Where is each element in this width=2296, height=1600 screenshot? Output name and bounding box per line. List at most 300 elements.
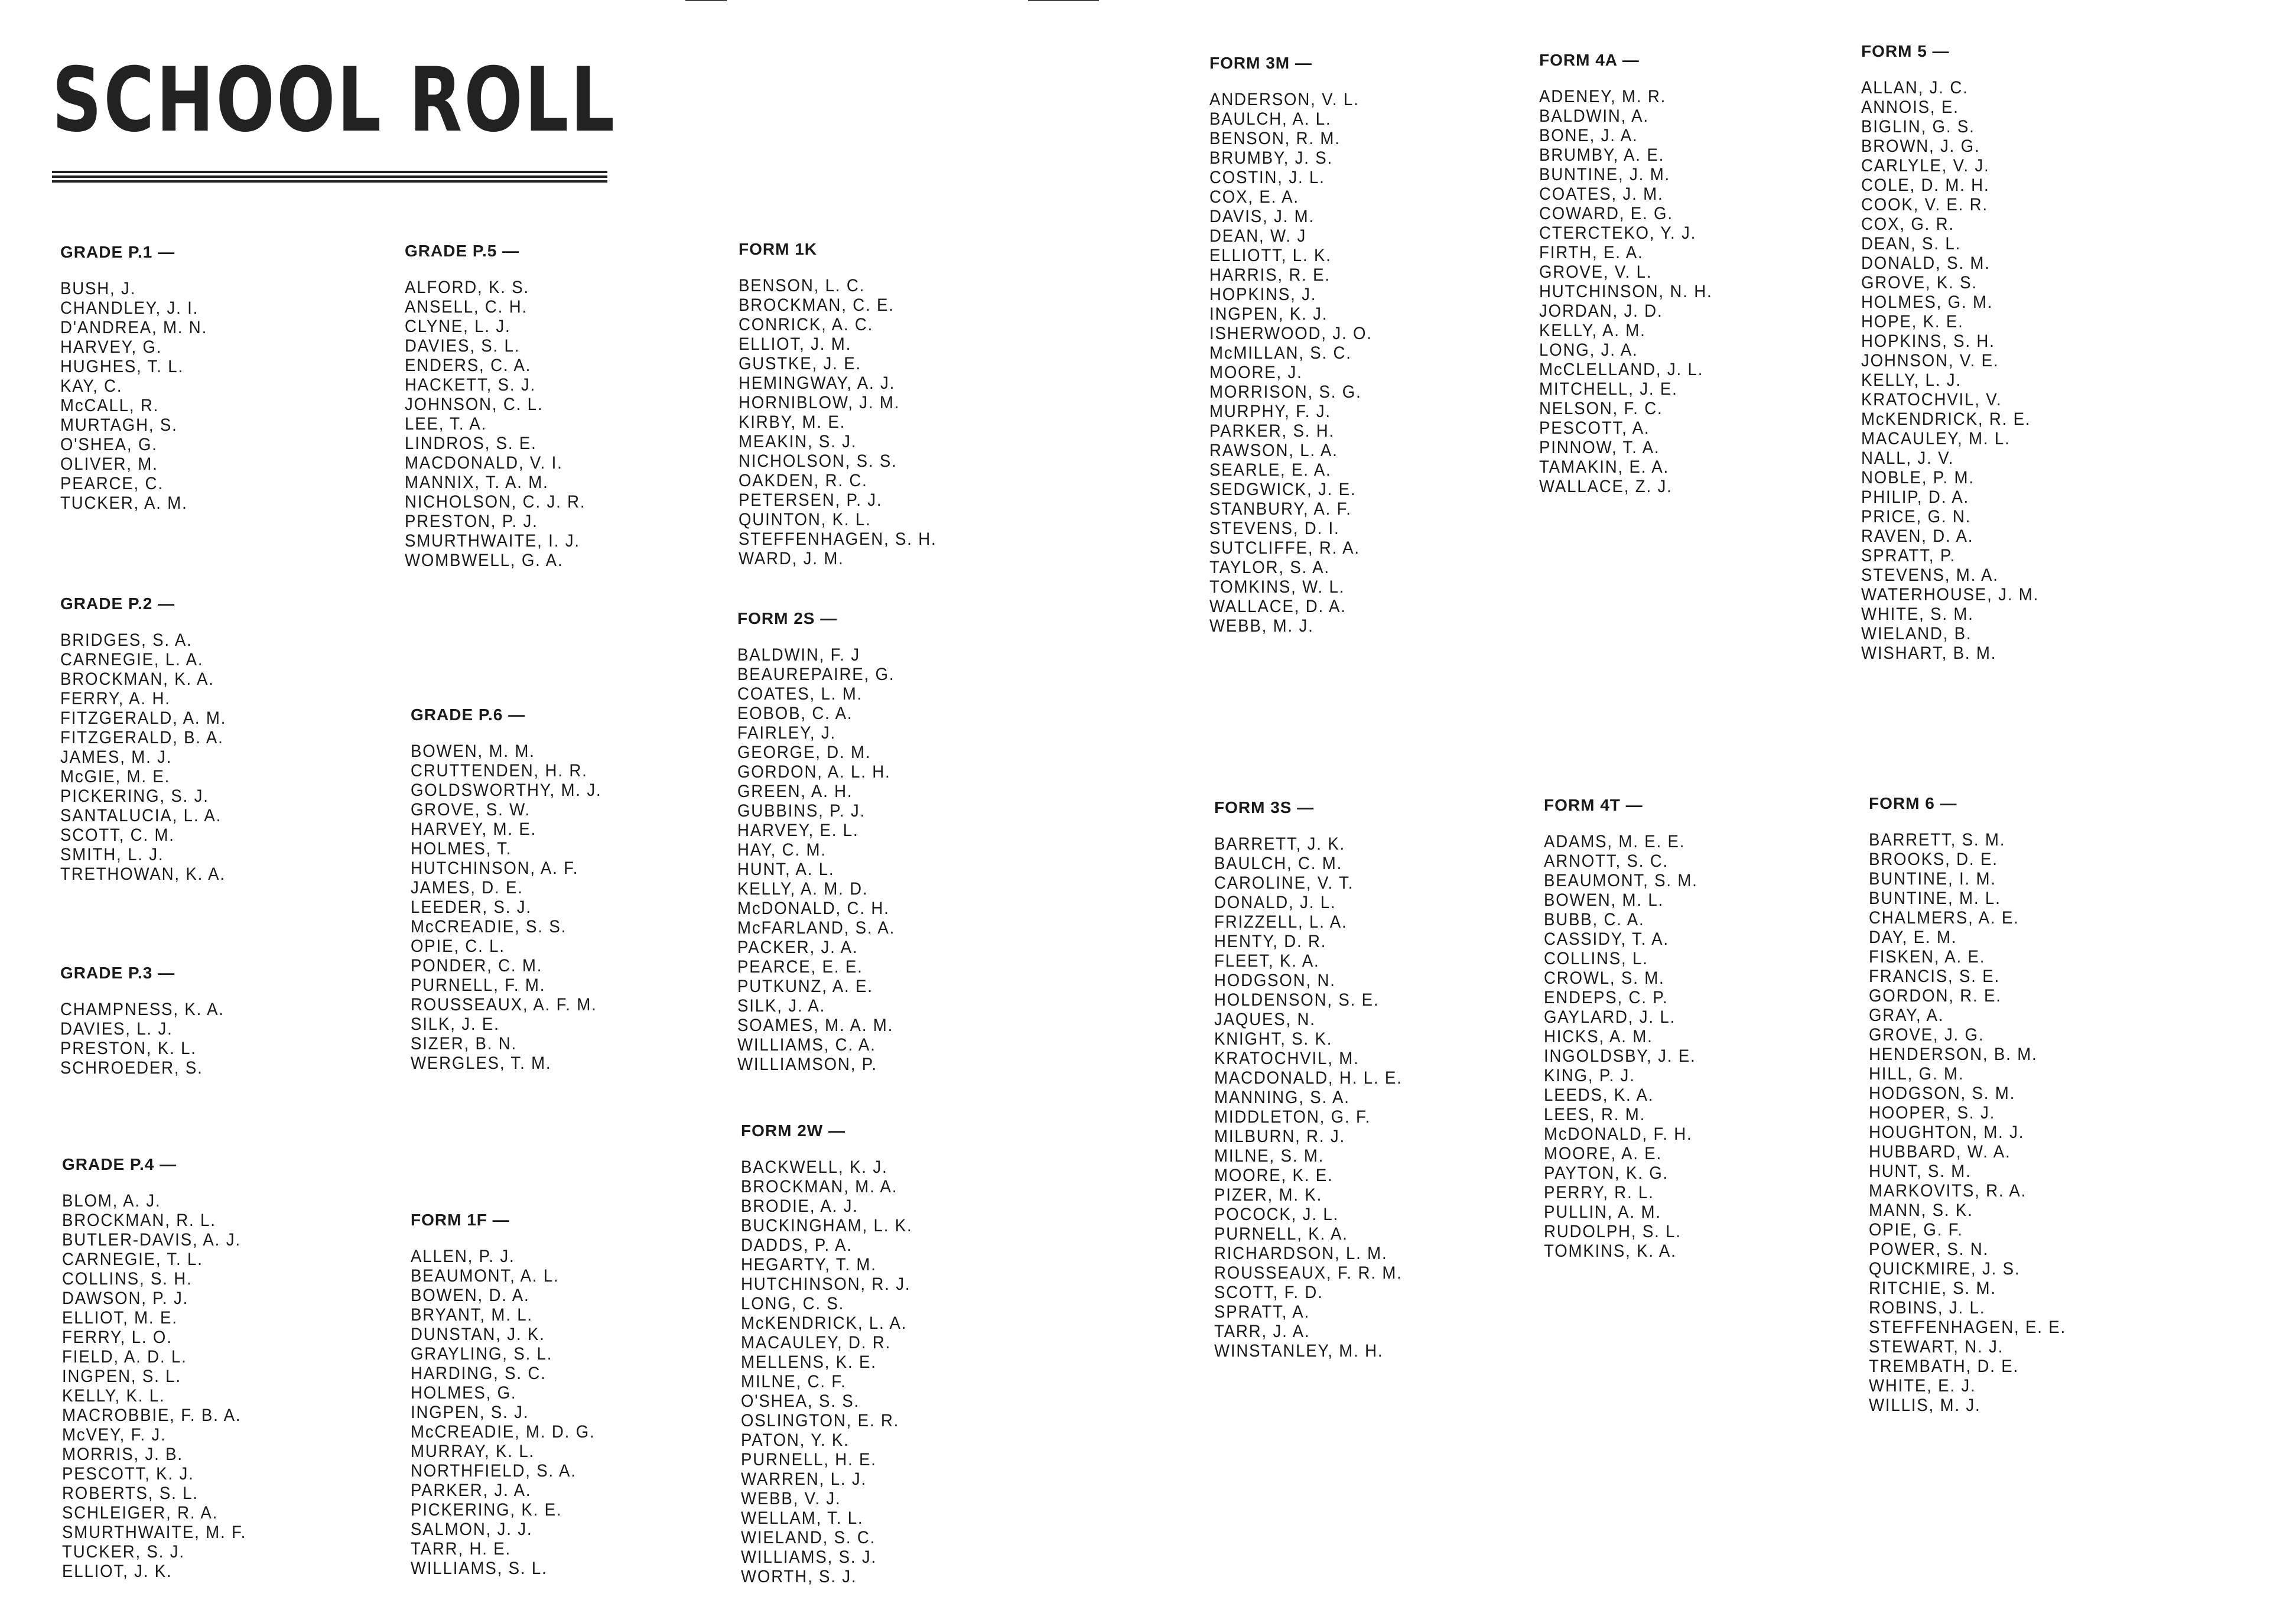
student-name: HUNT, A. L. bbox=[737, 860, 835, 879]
student-name: ANDERSON, V. L. bbox=[1209, 90, 1360, 109]
student-name: FERRY, A. H. bbox=[60, 689, 171, 708]
name-list bbox=[1539, 87, 1858, 496]
student-name: MIDDLETON, G. F. bbox=[1214, 1107, 1371, 1127]
student-name: SILK, J. A. bbox=[737, 996, 826, 1016]
student-name: LONG, C. S. bbox=[741, 1294, 845, 1313]
student-name: KELLY, L. J. bbox=[1861, 370, 1962, 390]
student-name: ENDEPS, C. P. bbox=[1544, 988, 1669, 1007]
student-name: FISKEN, A. E. bbox=[1869, 947, 1986, 967]
student-name: CASSIDY, T. A. bbox=[1544, 929, 1669, 949]
title-rule bbox=[52, 180, 607, 183]
student-name: McCREADIE, M. D. G. bbox=[411, 1422, 596, 1442]
student-name: McCALL, R. bbox=[60, 396, 160, 415]
student-name: HOLDENSON, S. E. bbox=[1214, 990, 1380, 1010]
student-name: CARNEGIE, T. L. bbox=[62, 1250, 203, 1269]
title-rule bbox=[52, 175, 607, 178]
student-name: ALLEN, P. J. bbox=[411, 1247, 515, 1266]
student-name: WOMBWELL, G. A. bbox=[405, 551, 564, 570]
student-name: HENTY, D. R. bbox=[1214, 932, 1327, 951]
student-name: WINSTANLEY, M. H. bbox=[1214, 1341, 1384, 1361]
section-title: GRADE P.2 — bbox=[60, 594, 175, 613]
section-title: GRADE P.4 — bbox=[62, 1155, 177, 1173]
student-name: INGPEN, S. L. bbox=[62, 1367, 181, 1386]
student-name: KELLY, A. M. bbox=[1539, 321, 1646, 340]
student-name: BRIDGES, S. A. bbox=[60, 630, 193, 650]
student-name: HILL, G. M. bbox=[1869, 1064, 1965, 1084]
student-name: KING, P. J. bbox=[1544, 1066, 1635, 1085]
student-name: BONE, J. A. bbox=[1539, 126, 1638, 145]
student-name: RAWSON, L. A. bbox=[1209, 441, 1338, 460]
student-name: ARNOTT, S. C. bbox=[1544, 851, 1669, 871]
student-name: HOLMES, T. bbox=[411, 839, 512, 858]
student-name: BUCKINGHAM, L. K. bbox=[741, 1216, 913, 1235]
section-title: GRADE P.6 — bbox=[411, 705, 526, 724]
student-name: SEARLE, E. A. bbox=[1209, 460, 1332, 480]
student-name: HUBBARD, W. A. bbox=[1869, 1142, 2011, 1162]
student-name: SIZER, B. N. bbox=[411, 1034, 518, 1053]
student-name: BAULCH, A. L. bbox=[1209, 109, 1332, 129]
student-name: TOMKINS, K. A. bbox=[1544, 1241, 1677, 1261]
student-name: WILLIAMS, S. J. bbox=[741, 1547, 877, 1567]
student-name: D'ANDREA, M. N. bbox=[60, 318, 208, 337]
student-name: DONALD, J. L. bbox=[1214, 893, 1336, 912]
student-name: BROCKMAN, M. A. bbox=[741, 1177, 898, 1196]
student-name: ROBERTS, S. L. bbox=[62, 1484, 199, 1503]
student-name: BEAUREPAIRE, G. bbox=[737, 665, 895, 684]
student-name: OPIE, C. L. bbox=[411, 936, 505, 956]
student-name: BLOM, A. J. bbox=[62, 1191, 161, 1211]
student-name: CONRICK, A. C. bbox=[739, 315, 874, 334]
section-form-5 bbox=[1861, 41, 2180, 663]
student-name: BUNTINE, J. M. bbox=[1539, 165, 1671, 184]
student-name: BUTLER-DAVIS, A. J. bbox=[62, 1230, 241, 1250]
student-name: GORDON, R. E. bbox=[1869, 986, 2002, 1006]
student-name: MOORE, A. E. bbox=[1544, 1144, 1662, 1163]
student-name: HODGSON, N. bbox=[1214, 971, 1336, 990]
student-name: MORRIS, J. B. bbox=[62, 1445, 183, 1464]
section-form-2w bbox=[741, 1121, 1060, 1586]
section-title: FORM 4T — bbox=[1544, 796, 1643, 814]
student-name: WIELAND, S. C. bbox=[741, 1528, 876, 1547]
student-name: SPRATT, P. bbox=[1861, 546, 1956, 565]
student-name: PARKER, S. H. bbox=[1209, 421, 1335, 441]
student-name: KNIGHT, S. K. bbox=[1214, 1029, 1333, 1049]
student-name: MEAKIN, S. J. bbox=[739, 432, 857, 451]
student-name: EOBOB, C. A. bbox=[737, 704, 853, 723]
student-name: JORDAN, J. D. bbox=[1539, 301, 1663, 321]
student-name: MACDONALD, V. I. bbox=[405, 453, 563, 473]
name-list bbox=[1544, 832, 1863, 1261]
student-name: CHALMERS, A. E. bbox=[1869, 908, 2019, 928]
student-name: CTERCTEKO, Y. J. bbox=[1539, 223, 1697, 243]
student-name: WARD, J. M. bbox=[739, 549, 844, 568]
student-name: BALDWIN, A. bbox=[1539, 106, 1649, 126]
student-name: MACAULEY, D. R. bbox=[741, 1333, 892, 1352]
student-name: PATON, Y. K. bbox=[741, 1430, 850, 1450]
student-name: DEAN, W. J bbox=[1209, 226, 1307, 246]
student-name: DUNSTAN, J. K. bbox=[411, 1325, 545, 1344]
student-name: GAYLARD, J. L. bbox=[1544, 1007, 1676, 1027]
student-name: BUNTINE, I. M. bbox=[1869, 869, 1996, 889]
section-title: FORM 1F — bbox=[411, 1211, 510, 1229]
student-name: NOBLE, P. M. bbox=[1861, 468, 1975, 487]
section-grade-p2 bbox=[60, 594, 379, 884]
student-name: MANN, S. K. bbox=[1869, 1201, 1973, 1220]
section-grade-p3 bbox=[60, 963, 379, 1078]
student-name: ROBINS, J. L. bbox=[1869, 1298, 1986, 1318]
student-name: MOORE, K. E. bbox=[1214, 1166, 1334, 1185]
section-grade-p5 bbox=[405, 241, 724, 570]
student-name: RUDOLPH, S. L. bbox=[1544, 1222, 1682, 1241]
student-name: ANNOIS, E. bbox=[1861, 97, 1959, 117]
student-name: NORTHFIELD, S. A. bbox=[411, 1461, 577, 1481]
student-name: DAY, E. M. bbox=[1869, 928, 1957, 947]
student-name: KIRBY, M. E. bbox=[739, 412, 846, 432]
student-name: NICHOLSON, S. S. bbox=[739, 451, 897, 471]
section-form-1k bbox=[739, 239, 1058, 568]
student-name: PACKER, J. A. bbox=[737, 938, 858, 957]
name-list bbox=[1861, 78, 2180, 663]
name-list bbox=[60, 630, 379, 884]
student-name: BRYANT, M. L. bbox=[411, 1305, 533, 1325]
student-name: COX, E. A. bbox=[1209, 187, 1299, 207]
student-name: WALLACE, D. A. bbox=[1209, 597, 1347, 616]
student-name: MURRAY, K. L. bbox=[411, 1442, 535, 1461]
student-name: STEVENS, D. I. bbox=[1209, 519, 1340, 538]
student-name: PRESTON, K. L. bbox=[60, 1039, 197, 1058]
student-name: FLEET, K. A. bbox=[1214, 951, 1320, 971]
student-name: TUCKER, A. M. bbox=[60, 493, 188, 513]
student-name: McFARLAND, S. A. bbox=[737, 918, 896, 938]
student-name: BARRETT, J. K. bbox=[1214, 834, 1346, 854]
student-name: ADENEY, M. R. bbox=[1539, 87, 1667, 106]
student-name: SANTALUCIA, L. A. bbox=[60, 806, 222, 825]
student-name: SCHLEIGER, R. A. bbox=[62, 1503, 219, 1523]
student-name: TUCKER, S. J. bbox=[62, 1542, 185, 1562]
student-name: COSTIN, J. L. bbox=[1209, 168, 1325, 187]
student-name: WHITE, S. M. bbox=[1861, 604, 1974, 624]
student-name: NALL, J. V. bbox=[1861, 448, 1954, 468]
student-name: DONALD, S. M. bbox=[1861, 253, 1991, 273]
student-name: McGIE, M. E. bbox=[60, 767, 171, 786]
student-name: JAQUES, N. bbox=[1214, 1010, 1316, 1029]
name-list bbox=[405, 278, 724, 570]
student-name: BROWN, J. G. bbox=[1861, 136, 1980, 156]
student-name: McCREADIE, S. S. bbox=[411, 917, 567, 936]
section-form-2s bbox=[737, 609, 1056, 1074]
name-list bbox=[1869, 830, 2188, 1415]
student-name: SCOTT, C. M. bbox=[60, 825, 175, 845]
student-name: QUICKMIRE, J. S. bbox=[1869, 1259, 2021, 1279]
student-name: MACAULEY, M. L. bbox=[1861, 429, 2011, 448]
student-name: McKENDRICK, L. A. bbox=[741, 1313, 908, 1333]
student-name: HOPKINS, S. H. bbox=[1861, 331, 1995, 351]
student-name: CHANDLEY, J. I. bbox=[60, 298, 199, 318]
student-name: HOPKINS, J. bbox=[1209, 285, 1317, 304]
student-name: INGPEN, K. J. bbox=[1209, 304, 1328, 324]
student-name: PETERSEN, P. J. bbox=[739, 490, 883, 510]
student-name: SALMON, J. J. bbox=[411, 1520, 533, 1539]
student-name: ANSELL, C. H. bbox=[405, 297, 528, 317]
student-name: GROVE, K. S. bbox=[1861, 273, 1978, 292]
section-title: FORM 2W — bbox=[741, 1121, 845, 1140]
student-name: TARR, J. A. bbox=[1214, 1322, 1310, 1341]
section-grade-p6 bbox=[411, 705, 730, 1073]
student-name: WILLIAMSON, P. bbox=[737, 1055, 877, 1074]
student-name: CARNEGIE, L. A. bbox=[60, 650, 204, 669]
name-list bbox=[741, 1157, 1060, 1586]
student-name: CRUTTENDEN, H. R. bbox=[411, 761, 588, 781]
student-name: BUSH, J. bbox=[60, 279, 136, 298]
student-name: GUSTKE, J. E. bbox=[739, 354, 861, 373]
student-name: McKENDRICK, R. E. bbox=[1861, 409, 2031, 429]
section-form-4t bbox=[1544, 795, 1863, 1261]
student-name: GUBBINS, P. J. bbox=[737, 801, 866, 821]
student-name: PEARCE, C. bbox=[60, 474, 164, 493]
name-list bbox=[737, 645, 1056, 1074]
section-grade-p1 bbox=[60, 242, 379, 513]
student-name: FIELD, A. D. L. bbox=[62, 1347, 187, 1367]
student-name: BIGLIN, G. S. bbox=[1861, 117, 1975, 136]
student-name: HODGSON, S. M. bbox=[1869, 1084, 2016, 1103]
student-name: GRAY, A. bbox=[1869, 1006, 1944, 1025]
student-name: HARDING, S. C. bbox=[411, 1364, 547, 1383]
section-title: FORM 2S — bbox=[737, 609, 838, 627]
student-name: WELLAM, T. L. bbox=[741, 1508, 864, 1528]
student-name: BROOKS, D. E. bbox=[1869, 850, 1998, 869]
student-name: KRATOCHVIL, V. bbox=[1861, 390, 2002, 409]
student-name: BENSON, R. M. bbox=[1209, 129, 1341, 148]
student-name: MURTAGH, S. bbox=[60, 415, 178, 435]
student-name: BRUMBY, J. S. bbox=[1209, 148, 1333, 168]
student-name: COATES, J. M. bbox=[1539, 184, 1664, 204]
student-name: WEBB, V. J. bbox=[741, 1489, 841, 1508]
student-name: DADDS, P. A. bbox=[741, 1235, 853, 1255]
student-name: COLE, D. M. H. bbox=[1861, 175, 1990, 195]
student-name: PONDER, C. M. bbox=[411, 956, 543, 975]
student-name: ELLIOT, J. K. bbox=[62, 1562, 173, 1581]
student-name: MACROBBIE, F. B. A. bbox=[62, 1406, 242, 1425]
student-name: FIRTH, E. A. bbox=[1539, 243, 1644, 262]
student-name: O'SHEA, S. S. bbox=[741, 1391, 860, 1411]
student-name: KRATOCHVIL, M. bbox=[1214, 1049, 1360, 1068]
student-name: LEEDER, S. J. bbox=[411, 897, 532, 917]
student-name: BROCKMAN, R. L. bbox=[62, 1211, 216, 1230]
student-name: PURNELL, H. E. bbox=[741, 1450, 877, 1469]
student-name: HOOPER, S. J. bbox=[1869, 1103, 1996, 1123]
student-name: SCHROEDER, S. bbox=[60, 1058, 203, 1078]
student-name: FERRY, L. O. bbox=[62, 1328, 173, 1347]
student-name: COATES, L. M. bbox=[737, 684, 863, 704]
student-name: COX, G. R. bbox=[1861, 214, 1954, 234]
student-name: SUTCLIFFE, R. A. bbox=[1209, 538, 1360, 558]
student-name: MELLENS, K. E. bbox=[741, 1352, 877, 1372]
student-name: BUBB, C. A. bbox=[1544, 910, 1645, 929]
student-name: WILLIS, M. J. bbox=[1869, 1396, 1981, 1415]
student-name: PRICE, G. N. bbox=[1861, 507, 1972, 526]
student-name: INGPEN, S. J. bbox=[411, 1403, 529, 1422]
student-name: CROWL, S. M. bbox=[1544, 968, 1665, 988]
student-name: PAYTON, K. G. bbox=[1544, 1163, 1669, 1183]
student-name: WILLIAMS, C. A. bbox=[737, 1035, 876, 1055]
student-name: SEDGWICK, J. E. bbox=[1209, 480, 1357, 499]
student-name: GROVE, V. L. bbox=[1539, 262, 1653, 282]
student-name: OLIVER, M. bbox=[60, 454, 158, 474]
student-name: GROVE, S. W. bbox=[411, 800, 531, 819]
student-name: HICKS, A. M. bbox=[1544, 1027, 1653, 1046]
student-name: HUNT, S. M. bbox=[1869, 1162, 1972, 1181]
student-name: BEAUMONT, A. L. bbox=[411, 1266, 560, 1286]
student-name: KELLY, A. M. D. bbox=[737, 879, 869, 899]
name-list bbox=[62, 1191, 381, 1581]
student-name: TARR, H. E. bbox=[411, 1539, 512, 1559]
student-name: ISHERWOOD, J. O. bbox=[1209, 324, 1373, 343]
student-name: DAVIES, S. L. bbox=[405, 336, 521, 356]
student-name: ROUSSEAUX, F. R. M. bbox=[1214, 1263, 1403, 1283]
section-title: GRADE P.3 — bbox=[60, 964, 175, 982]
student-name: RICHARDSON, L. M. bbox=[1214, 1244, 1388, 1263]
student-name: MARKOVITS, R. A. bbox=[1869, 1181, 2027, 1201]
student-name: BRUMBY, A. E. bbox=[1539, 145, 1665, 165]
student-name: FRIZZELL, L. A. bbox=[1214, 912, 1348, 932]
student-name: McDONALD, F. H. bbox=[1544, 1124, 1693, 1144]
section-title: FORM 3S — bbox=[1214, 798, 1315, 817]
student-name: GEORGE, D. M. bbox=[737, 743, 871, 762]
student-name: BOWEN, M. M. bbox=[411, 742, 535, 761]
name-list bbox=[411, 742, 730, 1073]
section-title: GRADE P.5 — bbox=[405, 242, 520, 260]
student-name: PURNELL, K. A. bbox=[1214, 1224, 1348, 1244]
student-name: BUNTINE, M. L. bbox=[1869, 889, 2001, 908]
student-name: JOHNSON, C. L. bbox=[405, 395, 544, 414]
student-name: HOPE, K. E. bbox=[1861, 312, 1964, 331]
student-name: TRETHOWAN, K. A. bbox=[60, 864, 226, 884]
student-name: INGOLDSBY, J. E. bbox=[1544, 1046, 1696, 1066]
student-name: PURNELL, F. M. bbox=[411, 975, 546, 995]
student-name: BALDWIN, F. J bbox=[737, 645, 860, 665]
student-name: KAY, C. bbox=[60, 376, 123, 396]
student-name: MORRISON, S. G. bbox=[1209, 382, 1362, 402]
student-name: HAY, C. M. bbox=[737, 840, 827, 860]
student-name: ELLIOT, J. M. bbox=[739, 334, 852, 354]
student-name: GOLDSWORTHY, M. J. bbox=[411, 781, 602, 800]
student-name: PINNOW, T. A. bbox=[1539, 438, 1660, 457]
section-title: GRADE P.1 — bbox=[60, 243, 175, 261]
student-name: O'SHEA, G. bbox=[60, 435, 158, 454]
student-name: HUGHES, T. L. bbox=[60, 357, 184, 376]
section-form-6 bbox=[1869, 794, 2188, 1415]
section-form-4a bbox=[1539, 50, 1858, 496]
student-name: HACKETT, S. J. bbox=[405, 375, 536, 395]
student-name: TAYLOR, S. A. bbox=[1209, 558, 1330, 577]
student-name: OPIE, G. F. bbox=[1869, 1220, 1963, 1240]
student-name: WARREN, L. J. bbox=[741, 1469, 867, 1489]
student-name: MANNING, S. A. bbox=[1214, 1088, 1350, 1107]
student-name: STEVENS, M. A. bbox=[1861, 565, 1999, 585]
section-form-1f bbox=[411, 1210, 730, 1578]
student-name: LEE, T. A. bbox=[405, 414, 487, 434]
section-grade-p4 bbox=[62, 1155, 381, 1581]
student-name: HUTCHINSON, N. H. bbox=[1539, 282, 1713, 301]
student-name: HUTCHINSON, A. F. bbox=[411, 858, 579, 878]
student-name: WALLACE, Z. J. bbox=[1539, 477, 1673, 496]
student-name: MOORE, J. bbox=[1209, 363, 1303, 382]
student-name: COWARD, E. G. bbox=[1539, 204, 1673, 223]
student-name: CLYNE, L. J. bbox=[405, 317, 511, 336]
student-name: SPRATT, A. bbox=[1214, 1302, 1310, 1322]
student-name: JAMES, D. E. bbox=[411, 878, 523, 897]
student-name: QUINTON, K. L. bbox=[739, 510, 871, 529]
student-name: WORTH, S. J. bbox=[741, 1567, 857, 1586]
student-name: MILNE, C. F. bbox=[741, 1372, 847, 1391]
student-name: ELLIOTT, L. K. bbox=[1209, 246, 1332, 265]
name-list bbox=[1214, 834, 1533, 1361]
student-name: HEGARTY, T. M. bbox=[741, 1255, 877, 1274]
page-title: SCHOOL ROLL bbox=[52, 49, 617, 152]
student-name: FITZGERALD, B. A. bbox=[60, 728, 224, 747]
student-name: FRANCIS, S. E. bbox=[1869, 967, 2001, 986]
student-name: SCOTT, F. D. bbox=[1214, 1283, 1323, 1302]
student-name: MANNIX, T. A. M. bbox=[405, 473, 549, 492]
student-name: HOUGHTON, M. J. bbox=[1869, 1123, 2025, 1142]
student-name: KELLY, K. L. bbox=[62, 1386, 165, 1406]
fold-mark bbox=[685, 0, 727, 1]
student-name: TOMKINS, W. L. bbox=[1209, 577, 1345, 597]
student-name: WERGLES, T. M. bbox=[411, 1053, 552, 1073]
student-name: RITCHIE, S. M. bbox=[1869, 1279, 1996, 1298]
student-name: SMITH, L. J. bbox=[60, 845, 164, 864]
student-name: MURPHY, F. J. bbox=[1209, 402, 1331, 421]
name-list bbox=[411, 1247, 730, 1578]
student-name: GROVE, J. G. bbox=[1869, 1025, 1985, 1045]
student-name: CAROLINE, V. T. bbox=[1214, 873, 1354, 893]
student-name: PUTKUNZ, A. E. bbox=[737, 977, 873, 996]
student-name: STEFFENHAGEN, E. E. bbox=[1869, 1318, 2067, 1337]
student-name: WEBB, M. J. bbox=[1209, 616, 1314, 636]
student-name: LONG, J. A. bbox=[1539, 340, 1638, 360]
student-name: COLLINS, S. H. bbox=[62, 1269, 193, 1289]
student-name: HARVEY, E. L. bbox=[737, 821, 859, 840]
student-name: SILK, J. E. bbox=[411, 1014, 500, 1034]
student-name: ALFORD, K. S. bbox=[405, 278, 530, 297]
student-name: ADAMS, M. E. E. bbox=[1544, 832, 1686, 851]
student-name: McVEY, F. J. bbox=[62, 1425, 167, 1445]
student-name: WILLIAMS, S. L. bbox=[411, 1559, 548, 1578]
student-name: SMURTHWAITE, M. F. bbox=[62, 1523, 247, 1542]
student-name: CARLYLE, V. J. bbox=[1861, 156, 1990, 175]
student-name: HARVEY, M. E. bbox=[411, 819, 537, 839]
student-name: OSLINGTON, E. R. bbox=[741, 1411, 900, 1430]
student-name: LEES, R. M. bbox=[1544, 1105, 1646, 1124]
student-name: DAVIES, L. J. bbox=[60, 1019, 173, 1039]
student-name: BROCKMAN, K. A. bbox=[60, 669, 214, 689]
student-name: ALLAN, J. C. bbox=[1861, 78, 1969, 97]
student-name: WIELAND, B. bbox=[1861, 624, 1972, 643]
section-title: FORM 6 — bbox=[1869, 794, 1957, 812]
student-name: NICHOLSON, C. J. R. bbox=[405, 492, 586, 512]
student-name: WATERHOUSE, J. M. bbox=[1861, 585, 2040, 604]
student-name: HEMINGWAY, A. J. bbox=[739, 373, 896, 393]
student-name: HOLMES, G. M. bbox=[1861, 292, 1993, 312]
student-name: HARVEY, G. bbox=[60, 337, 162, 357]
fold-mark bbox=[1028, 0, 1099, 1]
student-name: MILBURN, R. J. bbox=[1214, 1127, 1346, 1146]
student-name: PRESTON, P. J. bbox=[405, 512, 538, 531]
student-name: BRODIE, A. J. bbox=[741, 1196, 858, 1216]
student-name: SOAMES, M. A. M. bbox=[737, 1016, 894, 1035]
student-name: PEARCE, E. E. bbox=[737, 957, 863, 977]
name-list bbox=[60, 1000, 379, 1078]
